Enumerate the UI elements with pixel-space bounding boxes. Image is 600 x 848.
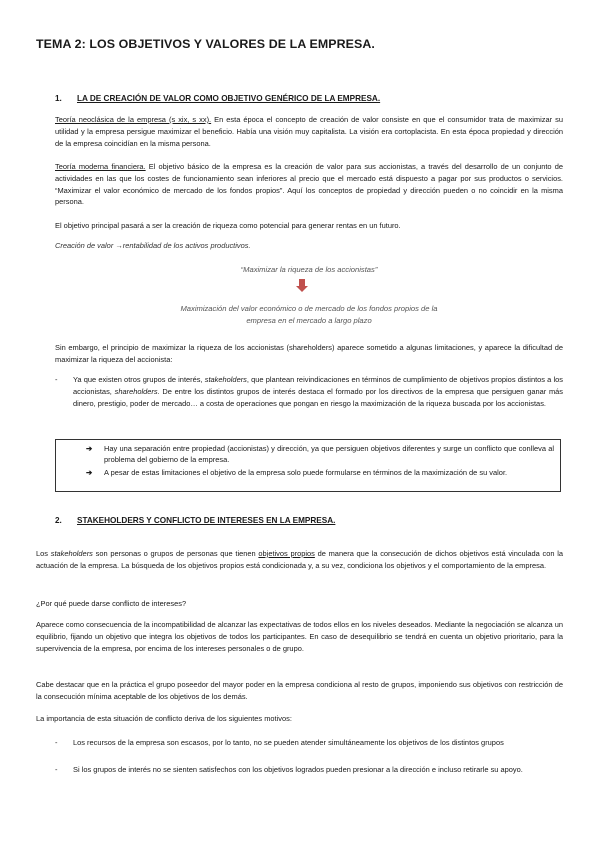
value-creation-line: Creación de valor →rentabilidad de los activos productivos. bbox=[55, 241, 251, 250]
diagram-top-label: “Maximizar la riqueza de los accionistas” bbox=[240, 265, 378, 274]
paragraph-importance: La importancia de esta situación de conflicto deriva de los siguientes motivos: bbox=[36, 714, 292, 723]
paragraph-stakeholders-definition: Los stakeholders son personas o grupos de personas que tienen objetivos propios de manera que la consecución de dichos objetivos está vinculada con la actuación de la empresa. La búsqueda de los objetivos propios está condicionada y, a su vez, condiciona los objetivos y el comportamiento de la empresa. bbox=[36, 549, 563, 570]
dash-bullet: - bbox=[55, 375, 58, 384]
section-2-number: 2. bbox=[55, 516, 62, 525]
box-item-maximization: ➔ A pesar de estas limitaciones el objetivo de la empresa solo puede formularse en términos de la maximización de su valor. bbox=[86, 468, 508, 477]
right-arrow-icon: ➔ bbox=[86, 468, 93, 477]
page-title: TEMA 2: LOS OBJETIVOS Y VALORES DE LA EMPRESA. bbox=[36, 37, 375, 51]
right-arrow-icon: ➔ bbox=[86, 444, 93, 453]
section-1-number: 1. bbox=[55, 94, 62, 103]
section-2-title: STAKEHOLDERS Y CONFLICTO DE INTERESES EN LA EMPRESA. bbox=[77, 516, 336, 525]
diagram-bottom-label-2: empresa en el mercado a largo plazo bbox=[246, 316, 372, 325]
question-conflict: ¿Por qué puede darse conflicto de intereses? bbox=[36, 599, 187, 608]
dash-bullet: - bbox=[55, 738, 58, 747]
paragraph-neoclassical: Teoría neoclásica de la empresa (s xix, s xx). En esta época el concepto de creación de valor consiste en que el consumidor trata de maximizar su utilidad y la empresa persigue maximizar el beneficio. Había una visión muy capitalista. La visión era cortoplacista. En esta época propiedad y dirección de la empresa coincidían en la misma persona. bbox=[55, 115, 563, 148]
list-item bbox=[55, 374, 563, 434]
bullet-pressure: Si los grupos de interés no se sienten satisfechos con los objetivos logrados pueden presionar a la dirección e incluso retirarle su apoyo. bbox=[73, 765, 523, 774]
highlight-box bbox=[55, 439, 561, 492]
dash-bullet: - bbox=[55, 765, 58, 774]
bullet-stakeholders-text: Ya que existen otros grupos de interés, stakeholders, que plantean reivindicaciones en términos de cumplimiento de objetivos propios distintos a los accionistas, shareholders. De entre los distintos grupos de interés destaca el formado por los directivos de la empresa que persiguen ganar más dinero, prestigio, poder de mercado… a costa de operaciones que pongan en riesgo la maximización de la riqueza buscada por los accionistas. bbox=[73, 375, 564, 408]
paragraph-power-group: Cabe destacar que en la práctica el grupo poseedor del mayor poder en la empresa condiciona al resto de grupos, imponiendo sus objetivos con restricción de la consecución mínima aceptable de los objetivos de los demás. bbox=[36, 680, 563, 701]
section-1-heading bbox=[55, 94, 380, 103]
modern-finance-label: Teoría moderna financiera. bbox=[55, 162, 146, 171]
neoclassical-label: Teoría neoclásica de la empresa (s xix, s xx). bbox=[55, 115, 212, 124]
paragraph-conflict-cause: Aparece como consecuencia de la incompatibilidad de alcanzar las expectativas de todos ellos en los niveles deseados. Mediante la negociación se alcanza un equilibrio, fijando un objetivo que integra los objetivos de todos los participantes. En caso de desequilibrio se tendrá en cuenta un objetivo prioritario, para la supervivencia de la empresa, por encima de los intereses personales o de grupo. bbox=[36, 620, 563, 653]
box-item-separation: ➔ Hay una separación entre propiedad (accionistas) y dirección, ya que persiguen objetivos diferentes y surge un conflicto que conlleva al problema del gobierno de la empresa. bbox=[86, 444, 554, 465]
paragraph-modern-finance: Teoría moderna financiera. El objetivo básico de la empresa es la creación de valor para sus accionistas, a través del desarrollo de un conjunto de actividades en las que los costes de funcionamiento sean inferiores al precio que el mercado está dispuesto a pagar por sus productos o servicios. “Maximizar el valor económico de mercado de los fondos propios”. Aquí los conceptos de propiedad y dirección pueden o no coincidir en la misma persona. bbox=[55, 162, 563, 207]
paragraph-main-objective: El objetivo principal pasará a ser la creación de riqueza como potencial para generar rentas en un futuro. bbox=[55, 221, 401, 230]
section-2-heading bbox=[55, 516, 335, 525]
diagram-bottom-label-1: Maximización del valor económico o de mercado de los fondos propios de la bbox=[180, 304, 438, 313]
paragraph-limitations: Sin embargo, el principio de maximizar la riqueza de los accionistas (shareholders) aparece sometido a algunas limitaciones, y aparece la dificultad de maximizar la riqueza del accionista: bbox=[55, 343, 563, 364]
list-item bbox=[55, 764, 563, 788]
bullet-scarce-resources: Los recursos de la empresa son escasos, por lo tanto, no se pueden atender simultáneamente los objetivos de los distintos grupos bbox=[73, 738, 504, 747]
section-1-title: LA DE CREACIÓN DE VALOR COMO OBJETIVO GENÉRICO DE LA EMPRESA. bbox=[77, 94, 381, 103]
list-item bbox=[55, 737, 563, 761]
